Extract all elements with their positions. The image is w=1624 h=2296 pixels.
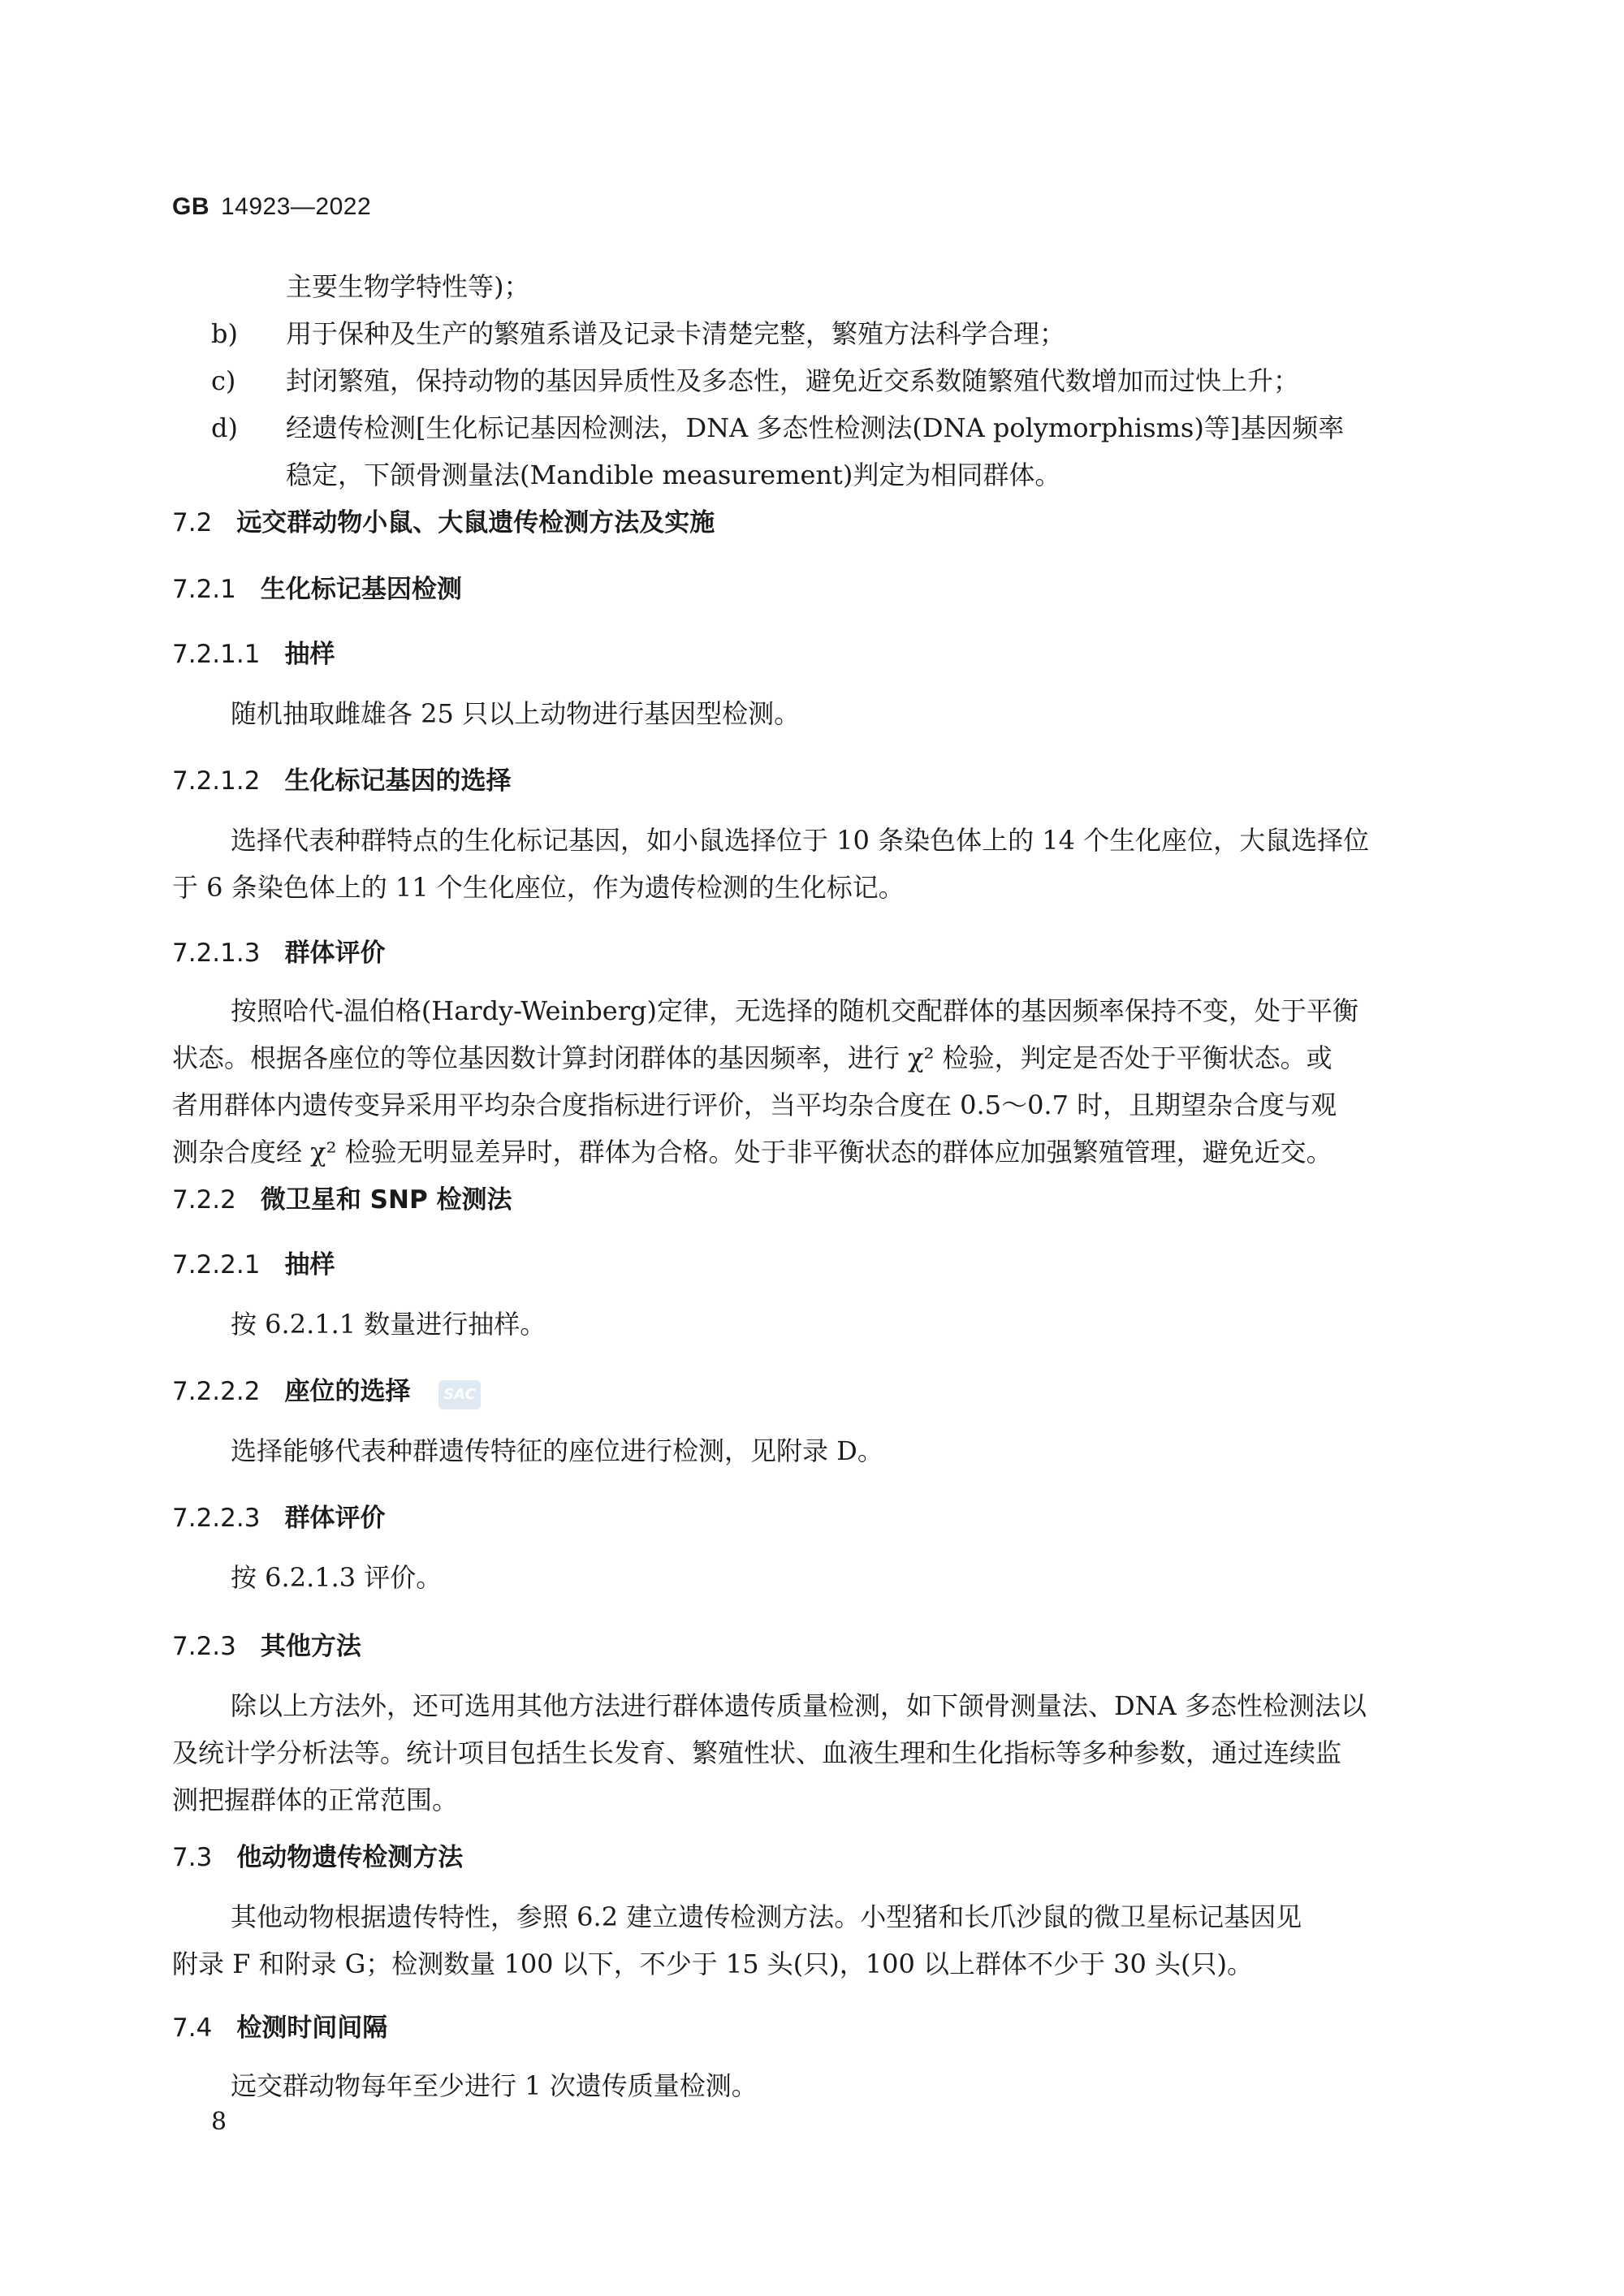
section-number: 7.2.3 <box>172 1632 236 1661</box>
section-number: 7.2.2.2 <box>172 1377 261 1406</box>
paragraph-7-2-2-3 <box>172 1554 1432 1601</box>
paragraph-7-4 <box>172 2062 1432 2109</box>
section-title: 抽样 <box>284 1250 335 1280</box>
section-number: 7.2.1.1 <box>172 640 261 669</box>
paragraph-line: 附录 F 和附录 G；检测数量 100 以下，不少于 15 头(只)，100 以上群体不少于 30 头(只)。 <box>172 1949 1254 1979</box>
standard-header <box>172 193 371 221</box>
list-text-line-2: 稳定，下颌骨测量法(Mandible measurement)判定为相同群体。 <box>286 460 1061 490</box>
section-heading-7-2-3 <box>172 1625 361 1662</box>
section-heading-7-2-1-2 <box>172 760 511 796</box>
section-number: 7.2.2 <box>172 1185 236 1215</box>
section-title: 微卫星和 SNP 检测法 <box>260 1185 512 1215</box>
list-text: 用于保种及生产的繁殖系谱及记录卡清楚完整，繁殖方法科学合理； <box>286 318 1066 349</box>
paragraph-7-2-1-1 <box>172 690 1432 737</box>
section-title: 抽样 <box>284 640 335 669</box>
list-marker: b) <box>211 318 238 349</box>
section-heading-7-2-1-3 <box>172 932 385 969</box>
section-heading-7-3 <box>172 1836 463 1873</box>
standard-number: 14923—2022 <box>221 193 372 220</box>
standard-prefix: GB <box>172 193 209 220</box>
section-title: 座位的选择 <box>284 1377 411 1406</box>
section-title: 群体评价 <box>284 1504 386 1533</box>
section-title: 远交群动物小鼠、大鼠遗传检测方法及实施 <box>236 508 715 537</box>
section-number: 7.2.1 <box>172 575 236 604</box>
section-title: 生化标记基因的选择 <box>284 766 512 796</box>
paragraph-7-3 <box>172 1893 1432 1987</box>
sac-watermark-icon: SAC <box>438 1380 481 1409</box>
paragraph-line: 测把握群体的正常范围。 <box>172 1785 459 1815</box>
paragraph-7-2-2-1 <box>172 1301 1432 1348</box>
paragraph-line: 按 6.2.1.1 数量进行抽样。 <box>231 1309 546 1340</box>
section-number: 7.3 <box>172 1843 213 1872</box>
section-title: 群体评价 <box>284 939 386 968</box>
section-heading-7-2-2 <box>172 1179 512 1215</box>
paragraph-7-2-1-3 <box>172 987 1432 1176</box>
section-title: 检测时间间隔 <box>236 2013 388 2043</box>
paragraph-7-2-2-2 <box>172 1427 1432 1474</box>
list-item-c <box>172 357 1432 404</box>
paragraph-line: 选择能够代表种群遗传特征的座位进行检测，见附录 D。 <box>231 1435 883 1466</box>
paragraph-line: 按 6.2.1.3 评价。 <box>231 1562 443 1593</box>
section-number: 7.2.1.2 <box>172 766 261 796</box>
list-text-line-1: 经遗传检测[生化标记基因检测法，DNA 多态性检测法(DNA polymorphisms)等]基因频率 <box>286 412 1345 443</box>
section-title: 其他方法 <box>260 1632 361 1661</box>
paragraph-line: 按照哈代-温伯格(Hardy-Weinberg)定律，无选择的随机交配群体的基因频率保持不变，处于平衡 <box>231 995 1358 1026</box>
section-heading-7-2-1 <box>172 568 462 605</box>
continuation-line <box>172 263 1432 310</box>
list-marker: d) <box>211 412 238 443</box>
section-number: 7.2.1.3 <box>172 939 261 968</box>
paragraph-line: 除以上方法外，还可选用其他方法进行群体遗传质量检测，如下颌骨测量法、DNA 多态性检测法以 <box>231 1690 1367 1721</box>
paragraph-line: 于 6 条染色体上的 11 个生化座位，作为遗传检测的生化标记。 <box>172 872 905 903</box>
section-heading-7-2-1-1 <box>172 633 335 670</box>
paragraph-7-2-1-2 <box>172 817 1432 911</box>
section-title: 生化标记基因检测 <box>260 575 462 604</box>
section-heading-7-2-2-1 <box>172 1244 335 1280</box>
section-heading-7-2 <box>172 502 715 538</box>
paragraph-line: 测杂合度经 χ² 检验无明显差异时，群体为合格。处于非平衡状态的群体应加强繁殖管理，避免近交。 <box>172 1137 1332 1167</box>
section-heading-7-4 <box>172 2007 387 2044</box>
paragraph-line: 选择代表种群特点的生化标记基因，如小鼠选择位于 10 条染色体上的 14 个生化座位，大鼠选择位 <box>231 825 1370 856</box>
section-heading-7-2-2-2 <box>172 1370 410 1407</box>
paragraph-line: 者用群体内遗传变异采用平均杂合度指标进行评价，当平均杂合度在 0.5～0.7 时，且期望杂合度与观 <box>172 1090 1337 1120</box>
section-number: 7.4 <box>172 2013 213 2043</box>
section-heading-7-2-2-3 <box>172 1497 385 1534</box>
continuation-text: 主要生物学特性等)； <box>286 271 530 302</box>
list-text: 封闭繁殖，保持动物的基因异质性及多态性，避免近交系数随繁殖代数增加而过快上升； <box>286 365 1300 396</box>
page-number: 8 <box>211 2108 227 2136</box>
section-number: 7.2.2.1 <box>172 1250 261 1280</box>
paragraph-line: 远交群动物每年至少进行 1 次遗传质量检测。 <box>231 2070 758 2101</box>
paragraph-line: 状态。根据各座位的等位基因数计算封闭群体的基因频率，进行 χ² 检验，判定是否处于平衡状态。或 <box>172 1042 1332 1073</box>
list-marker: c) <box>211 365 236 396</box>
paragraph-line: 其他动物根据遗传特性，参照 6.2 建立遗传检测方法。小型猪和长爪沙鼠的微卫星标记基因见 <box>231 1901 1302 1932</box>
list-item-d <box>172 404 1432 498</box>
section-title: 他动物遗传检测方法 <box>236 1843 464 1872</box>
paragraph-7-2-3 <box>172 1682 1432 1823</box>
section-number: 7.2 <box>172 508 213 537</box>
paragraph-line: 随机抽取雌雄各 25 只以上动物进行基因型检测。 <box>231 698 801 729</box>
list-item-b <box>172 310 1432 357</box>
paragraph-line: 及统计学分析法等。统计项目包括生长发育、繁殖性状、血液生理和生化指标等多种参数，通过连续监 <box>172 1737 1342 1768</box>
section-number: 7.2.2.3 <box>172 1504 261 1533</box>
